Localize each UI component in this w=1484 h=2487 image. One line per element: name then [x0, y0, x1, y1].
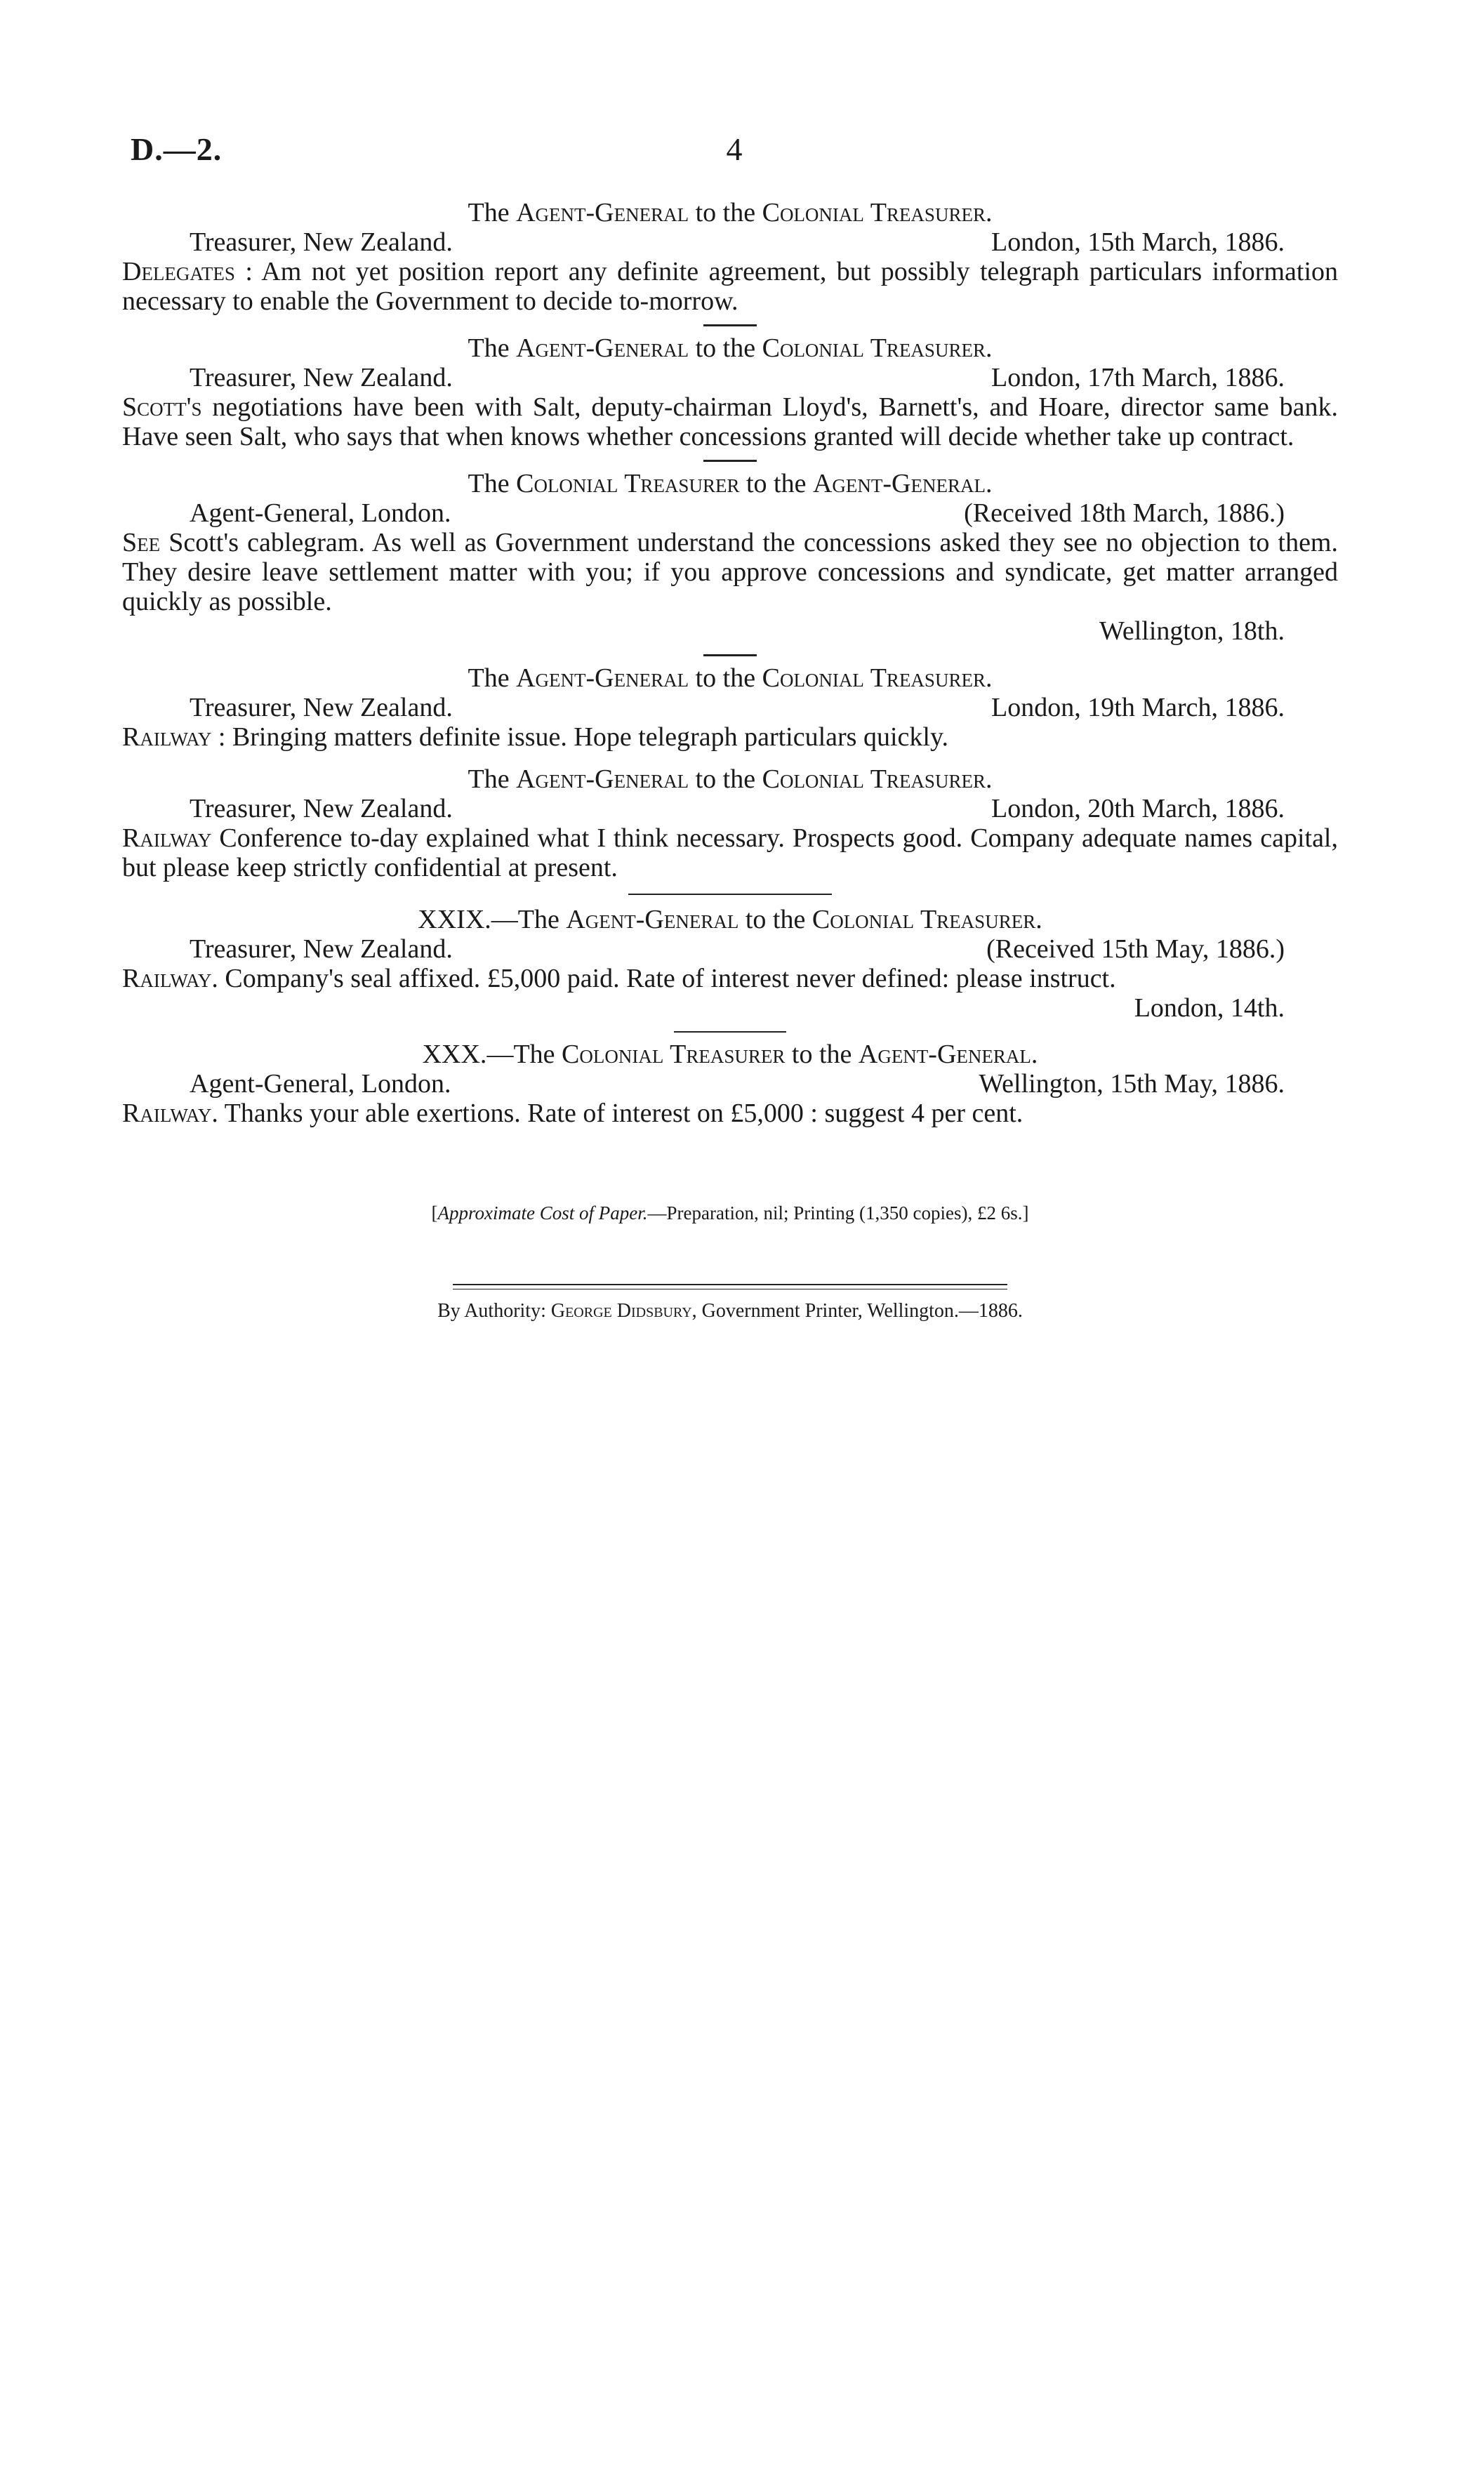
separator-rule — [703, 460, 757, 462]
address-line — [122, 1069, 1338, 1099]
telegram-message — [122, 663, 1338, 752]
page-number: 4 — [726, 131, 743, 167]
page-header — [131, 131, 1338, 173]
message-title: XXX.—The Colonial Treasurer to the Agent-General. — [422, 1040, 1038, 1069]
telegram-message — [122, 905, 1338, 1023]
dateline: London, 19th March, 1886. — [991, 693, 1285, 722]
message-title: The Agent-General to the Colonial Treasurer. — [468, 663, 993, 693]
section-rule — [628, 894, 832, 895]
printer-imprint: By Authority: George Didsbury, Government Printer, Wellington.—1886. — [437, 1300, 1023, 1322]
separator-rule — [674, 1031, 786, 1033]
address-line — [122, 934, 1338, 964]
message-body: Railway. Company's seal affixed. £5,000 paid. Rate of interest never defined: please instruct. — [122, 964, 1116, 993]
message-body: Railway : Bringing matters definite issue. Hope telegraph particulars quickly. — [122, 722, 948, 752]
address-line — [122, 363, 1338, 392]
addressee: Treasurer, New Zealand. — [190, 794, 453, 823]
separator-rule — [703, 654, 757, 656]
address-line — [122, 794, 1338, 823]
document-code: D.—2. — [131, 131, 223, 167]
dateline: London, 15th March, 1886. — [991, 227, 1285, 257]
addressee: Treasurer, New Zealand. — [190, 227, 453, 257]
message-title: The Agent-General to the Colonial Treasurer. — [468, 198, 993, 227]
telegram-message — [122, 198, 1338, 316]
addressee: Agent-General, London. — [190, 498, 451, 528]
message-title: The Agent-General to the Colonial Treasurer. — [468, 764, 993, 794]
address-line — [122, 498, 1338, 528]
message-body: Railway Conference to-day explained what I think necessary. Prospects good. Company adequate names capital, but please keep strictly confidential at present. — [122, 823, 1338, 882]
dateline: London, 20th March, 1886. — [991, 794, 1285, 823]
message-title: XXIX.—The Agent-General to the Colonial Treasurer. — [418, 905, 1042, 934]
cost-note: [Approximate Cost of Paper.—Preparation, nil; Printing (1,350 copies), £2 6s.] — [431, 1202, 1029, 1223]
addressee: Treasurer, New Zealand. — [190, 934, 453, 964]
addressee: Treasurer, New Zealand. — [190, 693, 453, 722]
addressee: Treasurer, New Zealand. — [190, 363, 453, 392]
message-title: The Agent-General to the Colonial Treasurer. — [468, 333, 993, 363]
dateline: Wellington, 15th May, 1886. — [979, 1069, 1285, 1099]
dateline: (Received 18th March, 1886.) — [964, 498, 1285, 528]
dateline: London, 17th March, 1886. — [991, 363, 1285, 392]
addressee: Agent-General, London. — [190, 1069, 451, 1099]
telegram-message — [122, 764, 1338, 882]
message-title: The Colonial Treasurer to the Agent-General. — [468, 469, 993, 498]
separator-rule — [703, 324, 757, 326]
dateline: (Received 15th May, 1886.) — [986, 934, 1285, 964]
telegram-message — [122, 333, 1338, 451]
message-body: Scott's negotiations have been with Salt, deputy-chairman Lloyd's, Barnett's, and Hoare, director same bank. Have seen Salt, who says that when knows whether concessions granted will decide whether take up contract. — [122, 392, 1338, 451]
message-body: Delegates : Am not yet position report any definite agreement, but possibly telegraph particulars information necessary to enable the Government to decide to-morrow. — [122, 257, 1338, 316]
telegram-message — [122, 1040, 1338, 1128]
address-line — [122, 227, 1338, 257]
message-body: Railway. Thanks your able exertions. Rate of interest on £5,000 : suggest 4 per cent. — [122, 1099, 1023, 1128]
authority-rule — [453, 1284, 1007, 1285]
telegram-message — [122, 469, 1338, 646]
signoff: Wellington, 18th. — [1099, 616, 1285, 646]
correspondence — [122, 198, 1338, 1326]
signoff: London, 14th. — [1134, 993, 1285, 1023]
message-body: See Scott's cablegram. As well as Government understand the concessions asked they see no objection to them. They desire leave settlement matter with you; if you approve concessions and syndicate, get matter arranged quickly as possible. — [122, 528, 1338, 616]
address-line — [122, 693, 1338, 722]
